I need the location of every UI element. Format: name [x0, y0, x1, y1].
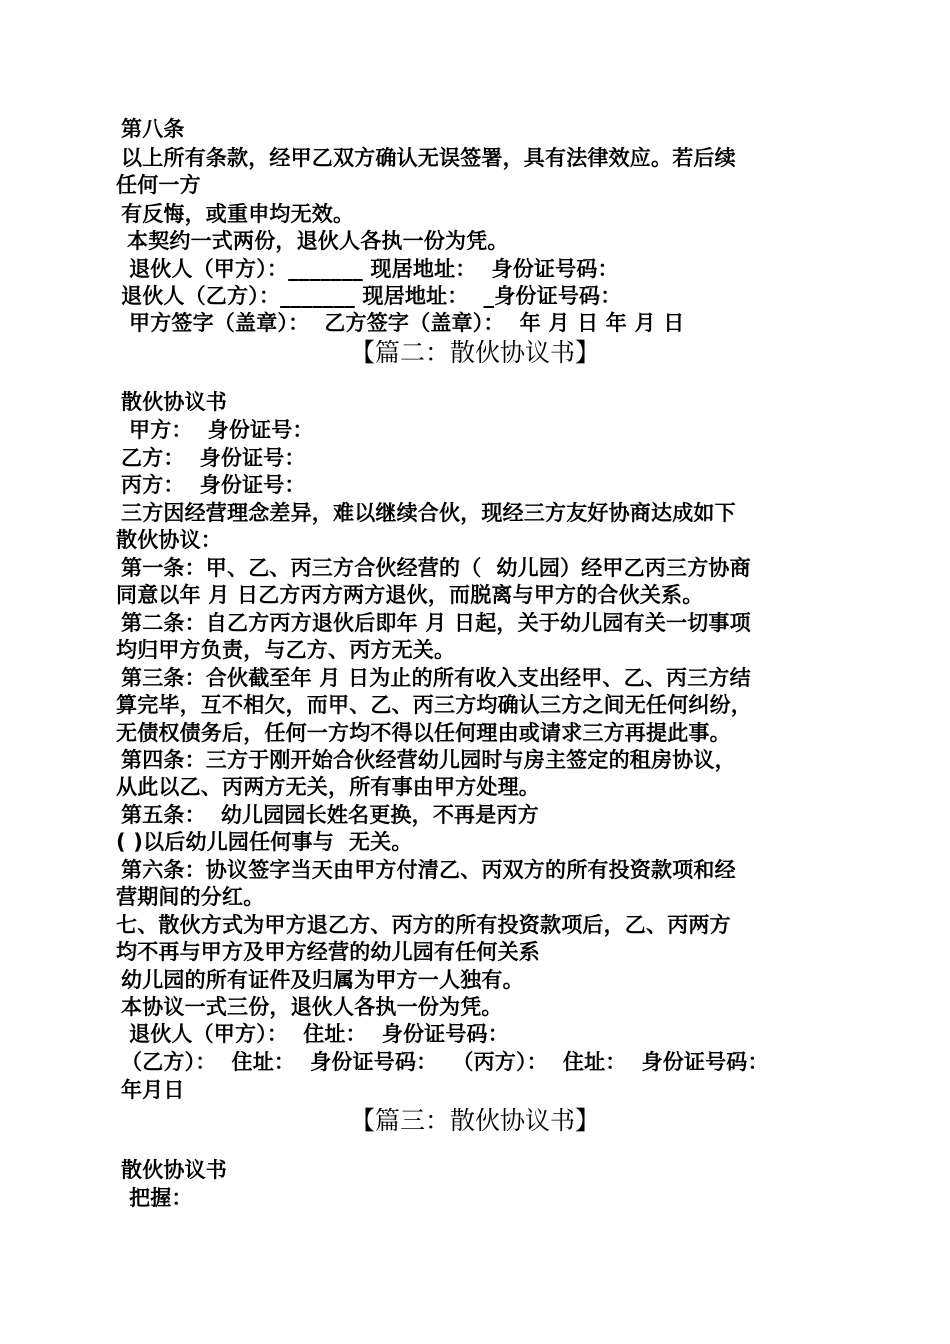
signatory-line: 退伙人（甲方）：_______ 现居地址： 身份证号码：	[129, 257, 619, 281]
article-line: 第四条：三方于刚开始合伙经营幼儿园时与房主签定的租房协议，	[121, 748, 736, 772]
text-line: 以上所有条款，经甲乙双方确认无误签署，具有法律效应。若后续	[121, 146, 736, 170]
text-line: 任何一方	[116, 173, 201, 197]
date-line: 年月日	[121, 1078, 185, 1102]
text-line: ( )以后幼儿园任何事与 无关。	[116, 830, 413, 854]
text-line: 从此以乙、丙两方无关，所有事由甲方处理。	[116, 775, 540, 799]
article-line: 第三条：合伙截至年 月 日为止的所有收入支出经甲、乙、丙三方结	[121, 666, 751, 690]
text-line: 散伙协议：	[116, 528, 222, 552]
text-line: 本契约一式两份，退伙人各执一份为凭。	[127, 229, 509, 253]
text-line: 把握：	[129, 1186, 193, 1210]
article-line: 第二条：自乙方丙方退伙后即年 月 日起，关于幼儿园有关一切事项	[121, 611, 751, 635]
text-line: 算完毕，互不相欠，而甲、乙、丙三方均确认三方之间无任何纠纷，	[116, 693, 752, 717]
party-line: 丙方： 身份证号：	[121, 473, 306, 497]
article-8-title: 第八条	[121, 117, 185, 141]
text-line: 均不再与甲方及甲方经营的幼儿园有任何关系	[116, 940, 540, 964]
signatory-line: （乙方）： 住址： 身份证号码： （丙方）： 住址： 身份证号码：	[121, 1050, 769, 1074]
article-line: 第六条：协议签字当天由甲方付清乙、丙双方的所有投资款项和经	[121, 858, 736, 882]
party-line: 甲方： 身份证号：	[129, 418, 314, 442]
text-line: 同意以年 月 日乙方丙方两方退伙，而脱离与甲方的合伙关系。	[116, 583, 704, 607]
document-title: 散伙协议书	[121, 390, 227, 414]
article-line: 七、散伙方式为甲方退乙方、丙方的所有投资款项后，乙、丙两方	[116, 913, 731, 937]
text-line: 无债权债务后，任何一方均不得以任何理由或请求三方再提此事。	[116, 721, 731, 745]
signatory-line: 退伙人（甲方）： 住址： 身份证号码：	[129, 1022, 509, 1046]
section-heading-2: 【篇二：散伙协议书】	[349, 338, 600, 367]
article-line: 第五条： 幼儿园园长姓名更换，不再是丙方	[121, 803, 539, 827]
text-line: 营期间的分红。	[116, 885, 265, 909]
text-line: 均归甲方负责，与乙方、丙方无关。	[116, 638, 456, 662]
section-heading-3: 【篇三：散伙协议书】	[349, 1106, 600, 1135]
text-line: 三方因经营理念差异，难以继续合伙，现经三方友好协商达成如下	[121, 501, 736, 525]
signature-line: 甲方签字（盖章）： 乙方签字（盖章）： 年 月 日 年 月 日	[129, 311, 685, 335]
signatory-line: 退伙人（乙方）：_______ 现居地址： _身份证号码：	[121, 284, 622, 308]
text-line: 有反悔，或重申均无效。	[121, 202, 355, 226]
article-line: 第一条：甲、乙、丙三方合伙经营的（ 幼儿园）经甲乙丙三方协商	[121, 556, 751, 580]
text-line: 幼儿园的所有证件及归属为甲方一人独有。	[121, 968, 524, 992]
party-line: 乙方： 身份证号：	[121, 446, 306, 470]
text-line: 本协议一式三份，退伙人各执一份为凭。	[121, 995, 503, 1019]
document-title: 散伙协议书	[121, 1158, 227, 1182]
